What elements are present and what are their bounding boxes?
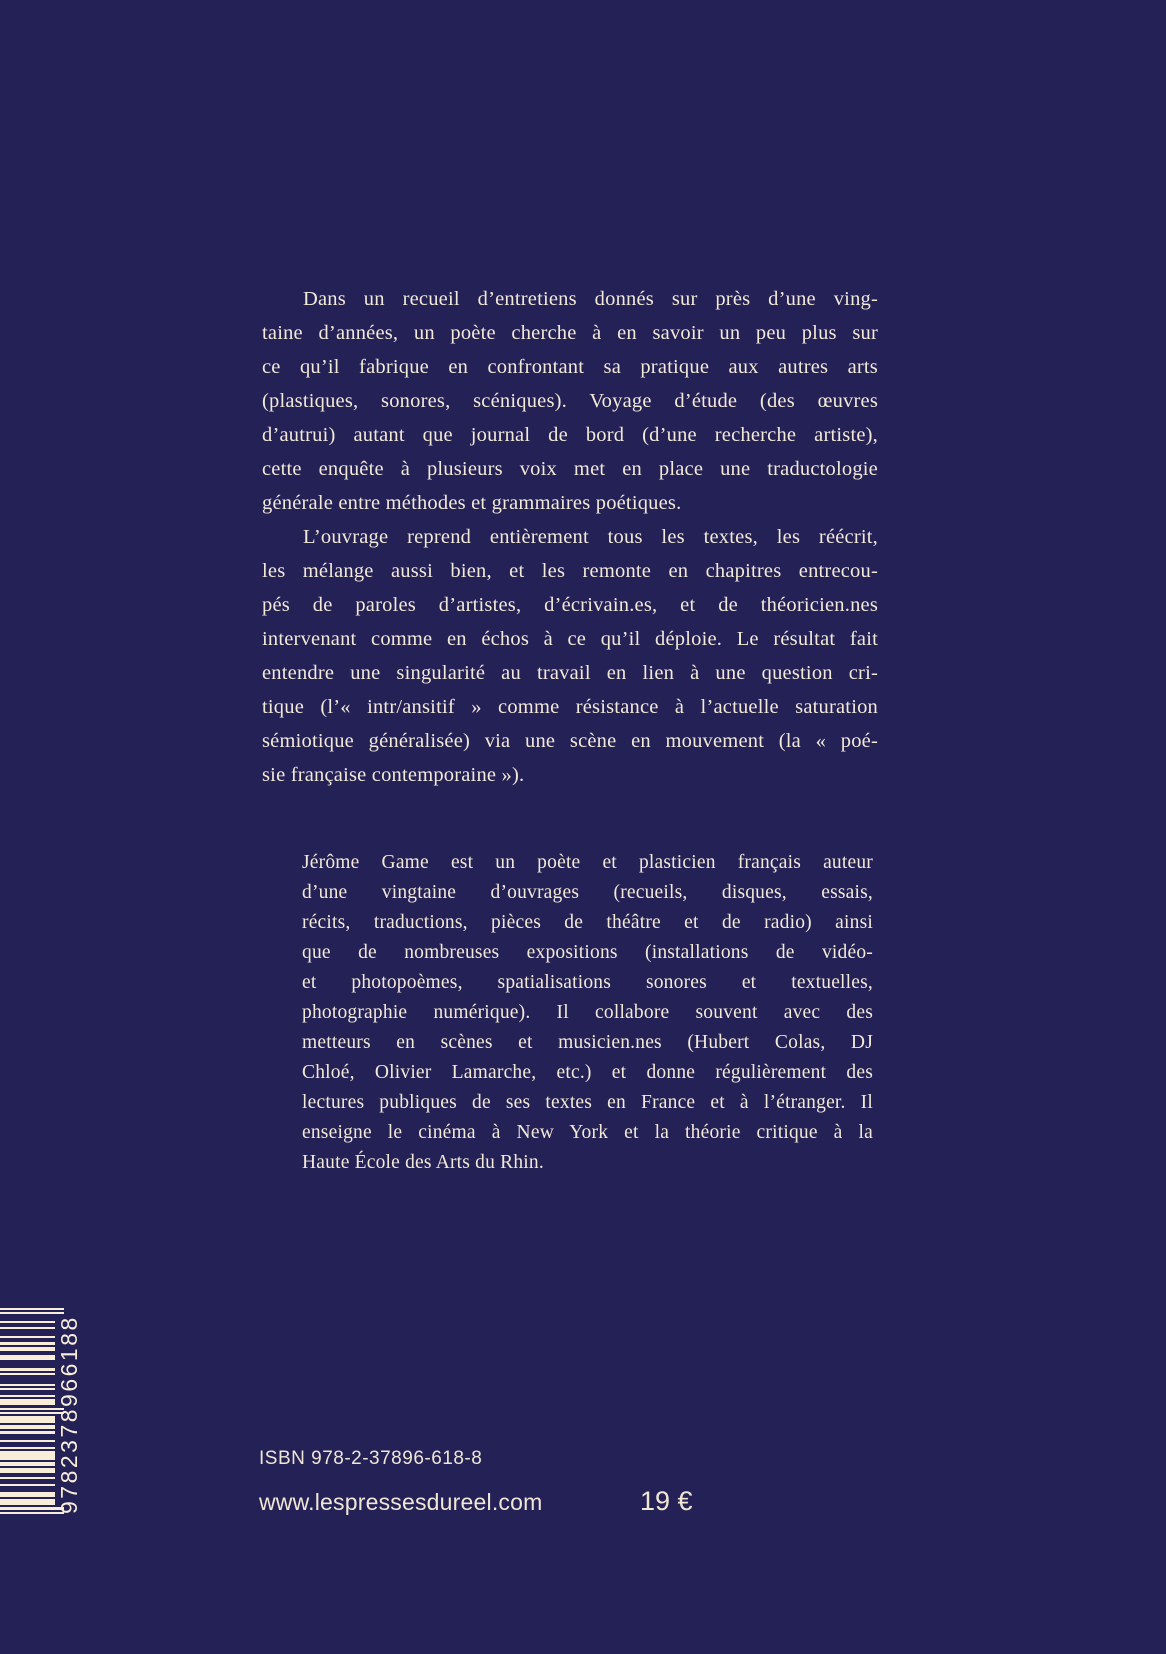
text-line: tique (l’« intr/ansitif » comme résistance à l’actuelle saturation <box>262 696 878 718</box>
text-line: metteurs en scènes et musicien.nes (Hubert Colas, DJ <box>302 1032 873 1053</box>
text-line: Chloé, Olivier Lamarche, etc.) et donne régulièrement des <box>302 1062 873 1083</box>
barcode-bars <box>0 1308 64 1514</box>
text-line: entendre une singularité au travail en lien à une question cri- <box>262 662 878 684</box>
text-line: ce qu’il fabrique en confrontant sa pratique aux autres arts <box>262 356 878 378</box>
barcode-number-wrap <box>56 1308 82 1514</box>
blurb-text <box>262 282 878 792</box>
text-line: pés de paroles d’artistes, d’écrivain.es, et de théoricien.nes <box>262 594 878 616</box>
text-line: (plastiques, sonores, scéniques). Voyage d’étude (des œuvres <box>262 390 878 412</box>
publisher-website-link[interactable]: www.lespressesdureel.com <box>259 1489 543 1515</box>
price-text: 19 € <box>640 1486 693 1516</box>
text-line: enseigne le cinéma à New York et la théorie critique à la <box>302 1122 873 1143</box>
text-line: taine d’années, un poète cherche à en savoir un peu plus sur <box>262 322 878 344</box>
text-line: que de nombreuses expositions (installations de vidéo- <box>302 942 873 963</box>
text-line: d’une vingtaine d’ouvrages (recueils, disques, essais, <box>302 882 873 903</box>
text-line: lectures publiques de ses textes en France et à l’étranger. Il <box>302 1092 873 1113</box>
text-line: L’ouvrage reprend entièrement tous les textes, les réécrit, <box>303 526 878 548</box>
barcode <box>0 1308 84 1514</box>
text-line: Haute École des Arts du Rhin. <box>302 1152 544 1173</box>
text-line: Jérôme Game est un poète et plasticien français auteur <box>302 852 873 873</box>
text-line: photographie numérique). Il collabore souvent avec des <box>302 1002 873 1023</box>
author-bio-text <box>302 848 873 1178</box>
text-line: sie française contemporaine »). <box>262 764 525 786</box>
text-line: récits, traductions, pièces de théâtre et de radio) ainsi <box>302 912 873 933</box>
text-line: intervenant comme en échos à ce qu’il déploie. Le résultat fait <box>262 628 878 650</box>
text-line: sémiotique généralisée) via une scène en mouvement (la « poé- <box>262 730 878 752</box>
text-line: d’autrui) autant que journal de bord (d’une recherche artiste), <box>262 424 878 446</box>
text-line: générale entre méthodes et grammaires poétiques. <box>262 492 682 514</box>
text-line: cette enquête à plusieurs voix met en place une traductologie <box>262 458 878 480</box>
isbn-text: ISBN 978-2-37896-618-8 <box>259 1448 483 1469</box>
text-line: les mélange aussi bien, et les remonte en chapitres entrecou- <box>262 560 878 582</box>
barcode-bar <box>0 1512 64 1514</box>
barcode-number: 9782378966188 <box>56 1315 82 1514</box>
text-line: Dans un recueil d’entretiens donnés sur près d’une ving- <box>303 288 878 310</box>
text-line: et photopoèmes, spatialisations sonores et textuelles, <box>302 972 873 993</box>
